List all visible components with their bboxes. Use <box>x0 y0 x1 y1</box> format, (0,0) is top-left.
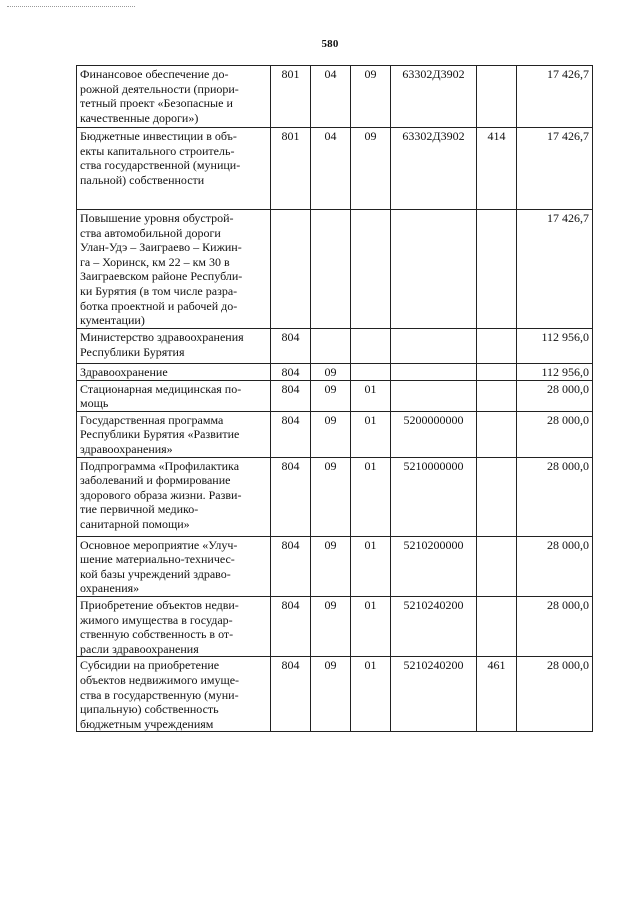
amount-cell: 112 956,0 <box>517 364 593 381</box>
section-code-cell: 09 <box>311 536 351 596</box>
subsection-code-cell: 01 <box>351 657 391 732</box>
row-name-cell: Подпрограмма «Профилактика заболеваний и формирование здорового образа жизни. Разви- тие первичной медико- санитарной помощи» <box>77 457 271 536</box>
ministry-code-cell: 804 <box>271 457 311 536</box>
table-row <box>77 536 593 596</box>
ministry-code-cell: 804 <box>271 657 311 732</box>
ministry-code-cell: 801 <box>271 128 311 210</box>
ministry-code-cell: 804 <box>271 329 311 364</box>
budget-table-body <box>77 66 593 732</box>
target-article-cell: 63302Д3902 <box>391 128 477 210</box>
amount-cell: 28 000,0 <box>517 457 593 536</box>
top-dotted-rule <box>7 6 135 7</box>
table-row <box>77 657 593 732</box>
budget-table <box>76 65 593 732</box>
target-article-cell <box>391 210 477 329</box>
target-article-cell: 5210200000 <box>391 536 477 596</box>
table-row <box>77 364 593 381</box>
amount-cell: 28 000,0 <box>517 411 593 457</box>
section-code-cell: 09 <box>311 364 351 381</box>
target-article-cell: 63302Д3902 <box>391 66 477 128</box>
row-name-cell: Здравоохранение <box>77 364 271 381</box>
section-code-cell: 09 <box>311 411 351 457</box>
ministry-code-cell: 804 <box>271 596 311 656</box>
expense-type-cell <box>477 457 517 536</box>
target-article-cell <box>391 380 477 411</box>
table-row <box>77 329 593 364</box>
target-article-cell: 5210000000 <box>391 457 477 536</box>
subsection-code-cell <box>351 210 391 329</box>
row-name-cell: Приобретение объектов недви- жимого имущества в государ- ственную собственность в от- расли здравоохранения <box>77 596 271 656</box>
table-row <box>77 210 593 329</box>
target-article-cell <box>391 329 477 364</box>
table-row <box>77 66 593 128</box>
expense-type-cell <box>477 364 517 381</box>
section-code-cell: 04 <box>311 128 351 210</box>
table-row <box>77 380 593 411</box>
amount-cell: 28 000,0 <box>517 536 593 596</box>
expense-type-cell <box>477 411 517 457</box>
target-article-cell <box>391 364 477 381</box>
section-code-cell: 09 <box>311 596 351 656</box>
row-name-cell: Бюджетные инвестиции в объ- екты капитального строитель- ства государственной (муници- пальной) собственности <box>77 128 271 210</box>
subsection-code-cell: 09 <box>351 128 391 210</box>
section-code-cell: 09 <box>311 457 351 536</box>
expense-type-cell: 461 <box>477 657 517 732</box>
target-article-cell: 5200000000 <box>391 411 477 457</box>
ministry-code-cell: 804 <box>271 364 311 381</box>
section-code-cell <box>311 210 351 329</box>
amount-cell: 17 426,7 <box>517 210 593 329</box>
subsection-code-cell: 01 <box>351 380 391 411</box>
amount-cell: 112 956,0 <box>517 329 593 364</box>
ministry-code-cell: 804 <box>271 536 311 596</box>
table-row <box>77 596 593 656</box>
expense-type-cell <box>477 380 517 411</box>
amount-cell: 28 000,0 <box>517 596 593 656</box>
row-name-cell: Финансовое обеспечение до- рожной деятельности (приори- тетный проект «Безопасные и качественные дороги») <box>77 66 271 128</box>
table-row <box>77 128 593 210</box>
subsection-code-cell: 01 <box>351 411 391 457</box>
subsection-code-cell <box>351 364 391 381</box>
table-row <box>77 411 593 457</box>
expense-type-cell <box>477 329 517 364</box>
amount-cell: 28 000,0 <box>517 657 593 732</box>
row-name-cell: Субсидии на приобретение объектов недвижимого имуще- ства в государственную (муни- ципальную) собственность бюджетным учреждениям <box>77 657 271 732</box>
expense-type-cell <box>477 66 517 128</box>
ministry-code-cell: 801 <box>271 66 311 128</box>
table-row <box>77 457 593 536</box>
ministry-code-cell <box>271 210 311 329</box>
subsection-code-cell: 01 <box>351 536 391 596</box>
amount-cell: 17 426,7 <box>517 128 593 210</box>
expense-type-cell <box>477 210 517 329</box>
section-code-cell: 04 <box>311 66 351 128</box>
row-name-cell: Государственная программа Республики Бурятия «Развитие здравоохранения» <box>77 411 271 457</box>
target-article-cell: 5210240200 <box>391 657 477 732</box>
section-code-cell: 09 <box>311 380 351 411</box>
subsection-code-cell <box>351 329 391 364</box>
amount-cell: 28 000,0 <box>517 380 593 411</box>
expense-type-cell <box>477 596 517 656</box>
subsection-code-cell: 01 <box>351 596 391 656</box>
row-name-cell: Стационарная медицинская по- мощь <box>77 380 271 411</box>
amount-cell: 17 426,7 <box>517 66 593 128</box>
target-article-cell: 5210240200 <box>391 596 477 656</box>
subsection-code-cell: 01 <box>351 457 391 536</box>
subsection-code-cell: 09 <box>351 66 391 128</box>
expense-type-cell: 414 <box>477 128 517 210</box>
row-name-cell: Министерство здравоохранения Республики Бурятия <box>77 329 271 364</box>
expense-type-cell <box>477 536 517 596</box>
row-name-cell: Повышение уровня обустрой- ства автомобильной дороги Улан-Удэ – Заиграево – Кижин- га – Хоринск, км 22 – км 30 в Заиграевском районе Республи- ки Бурятия (в том числе разра- ботка проектной и рабочей до- кументации) <box>77 210 271 329</box>
page-number: 580 <box>321 38 339 50</box>
row-name-cell: Основное мероприятие «Улуч- шение материально-техничес- кой базы учреждений здраво- охранения» <box>77 536 271 596</box>
section-code-cell <box>311 329 351 364</box>
ministry-code-cell: 804 <box>271 380 311 411</box>
ministry-code-cell: 804 <box>271 411 311 457</box>
section-code-cell: 09 <box>311 657 351 732</box>
